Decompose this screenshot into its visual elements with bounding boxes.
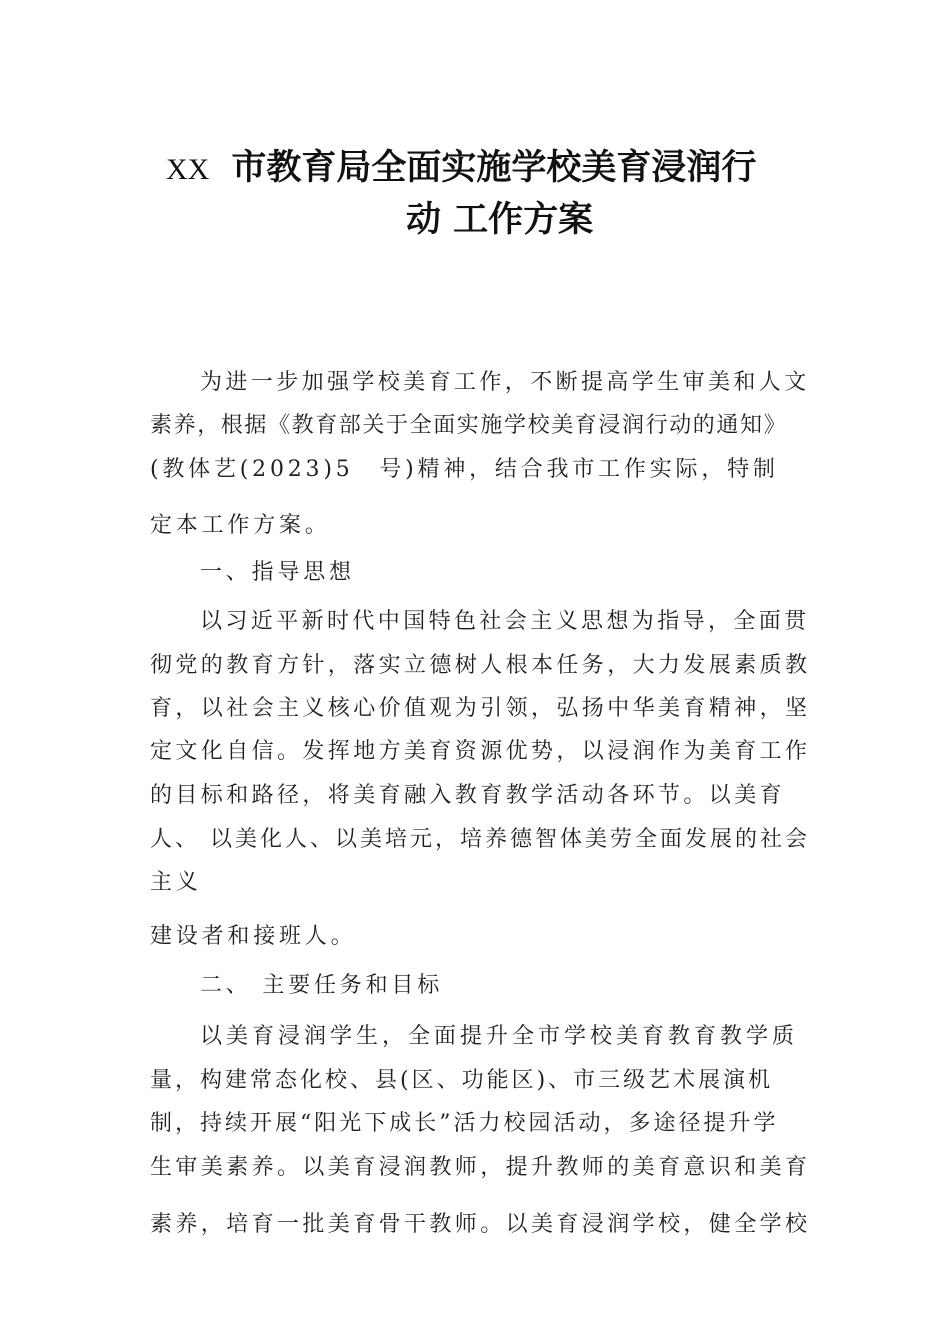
paragraph-line: 生审美素养。以美育浸润教师，提升教师的美育意识和美育 bbox=[150, 1155, 811, 1180]
paragraph-line: 人、 以美化人、以美培元，培养德智体美劳全面发展的社会 bbox=[150, 827, 810, 852]
paragraph-line: 彻党的教育方针，落实立德树人根本任务，大力发展素质教 bbox=[150, 653, 811, 678]
paragraph-line: 素养，根据《教育部关于全面实施学校美育浸润行动的通知》 bbox=[150, 413, 788, 438]
document-title-line-2: 动 工作方案 bbox=[406, 200, 594, 240]
section-heading-2: 二、 主要任务和目标 bbox=[200, 973, 443, 998]
title-text-1: 市教育局全面实施学校美育浸润行 bbox=[231, 148, 757, 188]
paragraph-line: 定文化自信。发挥地方美育资源优势，以浸润作为美育工作 bbox=[150, 739, 811, 764]
document-title-line-1 bbox=[166, 140, 950, 190]
paragraph-line: 建设者和接班人。 bbox=[150, 924, 357, 949]
paragraph-line: 制，持续开展“阳光下成长”活力校园活动，多途径提升学 bbox=[150, 1111, 779, 1136]
paragraph-line: (教体艺(2023)5 号)精神，结合我市工作实际，特制 bbox=[150, 457, 779, 482]
section-heading-1: 一、指导思想 bbox=[200, 560, 355, 585]
title-prefix: XX bbox=[166, 153, 210, 186]
paragraph-line: 的目标和路径，将美育融入教育教学活动各环节。以美育 bbox=[150, 783, 786, 808]
paragraph-line: 主义 bbox=[150, 870, 202, 895]
paragraph-line: 量，构建常态化校、县(区、功能区)、市三级艺术展演机 bbox=[150, 1068, 774, 1093]
paragraph-line: 为进一步加强学校美育工作，不断提高学生审美和人文 bbox=[200, 370, 810, 395]
paragraph-line: 以习近平新时代中国特色社会主义思想为指导，全面贯 bbox=[200, 609, 810, 634]
paragraph-line: 育，以社会主义核心价值观为引领，弘扬中华美育精神，坚 bbox=[150, 696, 811, 721]
paragraph-line: 素养，培育一批美育骨干教师。以美育浸润学校，健全学校 bbox=[150, 1212, 811, 1237]
paragraph-line: 以美育浸润学生，全面提升全市学校美育教育教学质 bbox=[200, 1024, 799, 1049]
paragraph-line: 定本工作方案。 bbox=[150, 513, 331, 538]
